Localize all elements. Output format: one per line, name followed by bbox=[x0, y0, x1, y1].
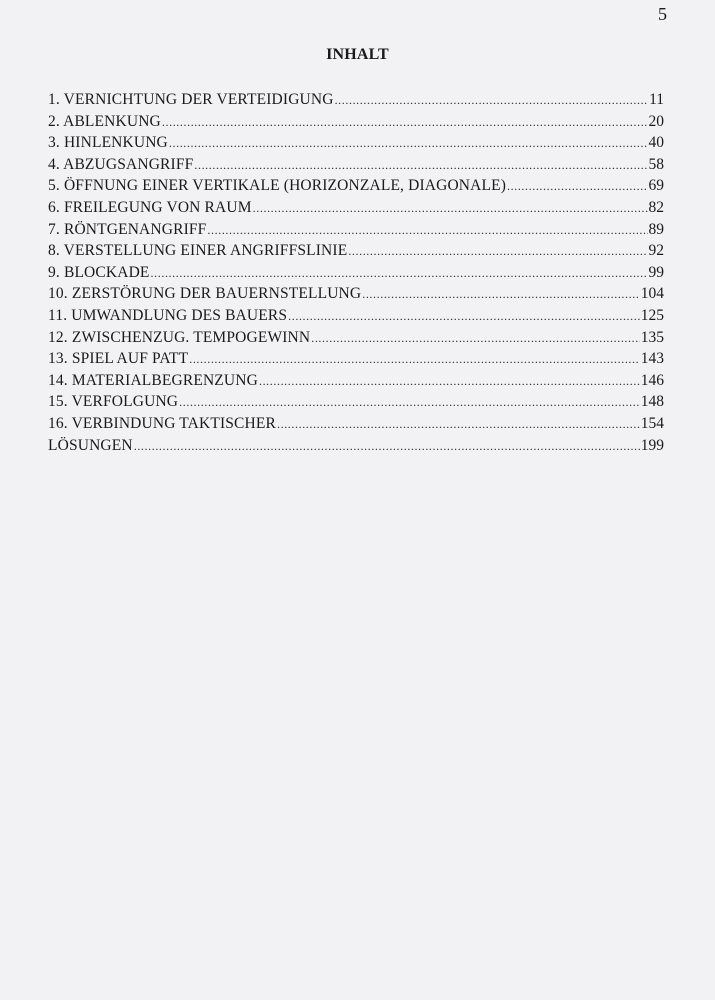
toc-entry bbox=[48, 413, 664, 435]
toc-entry-label: 2. ABLENKUNG bbox=[48, 112, 161, 130]
toc-title: INHALT bbox=[326, 46, 389, 63]
toc-entry bbox=[48, 305, 664, 327]
toc-entry-page: 154 bbox=[640, 414, 664, 432]
toc-entry bbox=[48, 370, 664, 392]
toc-entry-page: 143 bbox=[640, 350, 664, 368]
toc-entry bbox=[48, 219, 664, 241]
toc-entry-page: 82 bbox=[648, 198, 664, 216]
toc-entry-label: 10. ZERSTÖRUNG DER BAUERNSTELLUNG bbox=[48, 285, 362, 303]
toc-leader-dots bbox=[194, 155, 647, 177]
toc-entry bbox=[48, 197, 664, 219]
toc-entry-label: 14. MATERIALBEGRENZUNG bbox=[48, 371, 258, 389]
toc-leader-dots bbox=[259, 371, 640, 393]
toc-leader-dots bbox=[189, 349, 640, 371]
toc-leader-dots bbox=[288, 306, 640, 328]
table-of-contents bbox=[48, 89, 664, 456]
toc-leader-dots bbox=[277, 414, 640, 436]
toc-leader-dots bbox=[507, 176, 647, 198]
toc-entry-page: 199 bbox=[640, 436, 664, 454]
toc-entry bbox=[48, 283, 664, 305]
toc-leader-dots bbox=[179, 392, 640, 414]
toc-entry-label: 5. ÖFFNUNG EINER VERTIKALE (HORIZONZALE, DIAGONALE) bbox=[48, 177, 507, 195]
toc-entry-page: 11 bbox=[649, 91, 664, 108]
toc-entry-label: 9. BLOCKADE bbox=[48, 263, 150, 281]
toc-leader-dots bbox=[311, 328, 640, 350]
toc-leader-dots bbox=[362, 284, 640, 306]
toc-entry-label: 16. VERBINDUNG TAKTISCHER bbox=[48, 414, 276, 432]
toc-leader-dots bbox=[253, 198, 648, 220]
toc-entry-page: 104 bbox=[640, 285, 664, 303]
toc-entry-page: 20 bbox=[648, 112, 664, 130]
toc-entry-page: 125 bbox=[640, 306, 664, 324]
toc-entry-label: 12. ZWISCHENZUG. TEMPOGEWINN bbox=[48, 328, 311, 346]
toc-entry bbox=[48, 435, 664, 457]
toc-leader-dots bbox=[162, 112, 648, 134]
toc-entry bbox=[48, 132, 664, 154]
toc-entry bbox=[48, 111, 664, 133]
toc-entry-label: 7. RÖNTGENANGRIFF bbox=[48, 220, 207, 238]
toc-entry-label: 15. VERFOLGUNG bbox=[48, 393, 179, 411]
toc-entry-page: 58 bbox=[648, 155, 664, 173]
toc-entry-page: 69 bbox=[648, 177, 664, 195]
toc-entry-label: LÖSUNGEN bbox=[48, 436, 133, 454]
toc-entry-page: 89 bbox=[648, 220, 664, 238]
toc-entry bbox=[48, 327, 664, 349]
toc-entry bbox=[48, 240, 664, 262]
toc-entry-page: 135 bbox=[640, 328, 664, 346]
toc-entry-page: 146 bbox=[640, 371, 664, 389]
toc-entry bbox=[48, 89, 664, 111]
toc-entry-label: 6. FREILEGUNG VON RAUM bbox=[48, 198, 252, 216]
toc-entry-label: 8. VERSTELLUNG EINER ANGRIFFSLINIE bbox=[48, 242, 348, 260]
toc-leader-dots bbox=[348, 241, 647, 263]
toc-entry-page: 40 bbox=[648, 134, 664, 152]
toc-entry-label: 1. VERNICHTUNG DER VERTEIDIGUNG bbox=[48, 91, 334, 108]
toc-leader-dots bbox=[169, 133, 648, 155]
toc-entry bbox=[48, 348, 664, 370]
toc-entry-page: 148 bbox=[640, 393, 664, 411]
toc-entry-label: 13. SPIEL AUF PATT bbox=[48, 350, 189, 368]
toc-leader-dots bbox=[134, 436, 640, 458]
toc-leader-dots bbox=[151, 263, 648, 285]
toc-entry bbox=[48, 391, 664, 413]
toc-leader-dots bbox=[335, 90, 648, 112]
page-number: 5 bbox=[658, 4, 667, 24]
toc-leader-dots bbox=[207, 220, 647, 242]
toc-entry bbox=[48, 154, 664, 176]
toc-entry-page: 92 bbox=[648, 242, 664, 260]
toc-entry bbox=[48, 175, 664, 197]
toc-entry-page: 99 bbox=[648, 263, 664, 281]
toc-entry-label: 4. ABZUGSANGRIFF bbox=[48, 155, 194, 173]
toc-entry-label: 3. HINLENKUNG bbox=[48, 134, 168, 152]
toc-entry bbox=[48, 262, 664, 284]
toc-entry-label: 11. UMWANDLUNG DES BAUERS bbox=[48, 306, 288, 324]
